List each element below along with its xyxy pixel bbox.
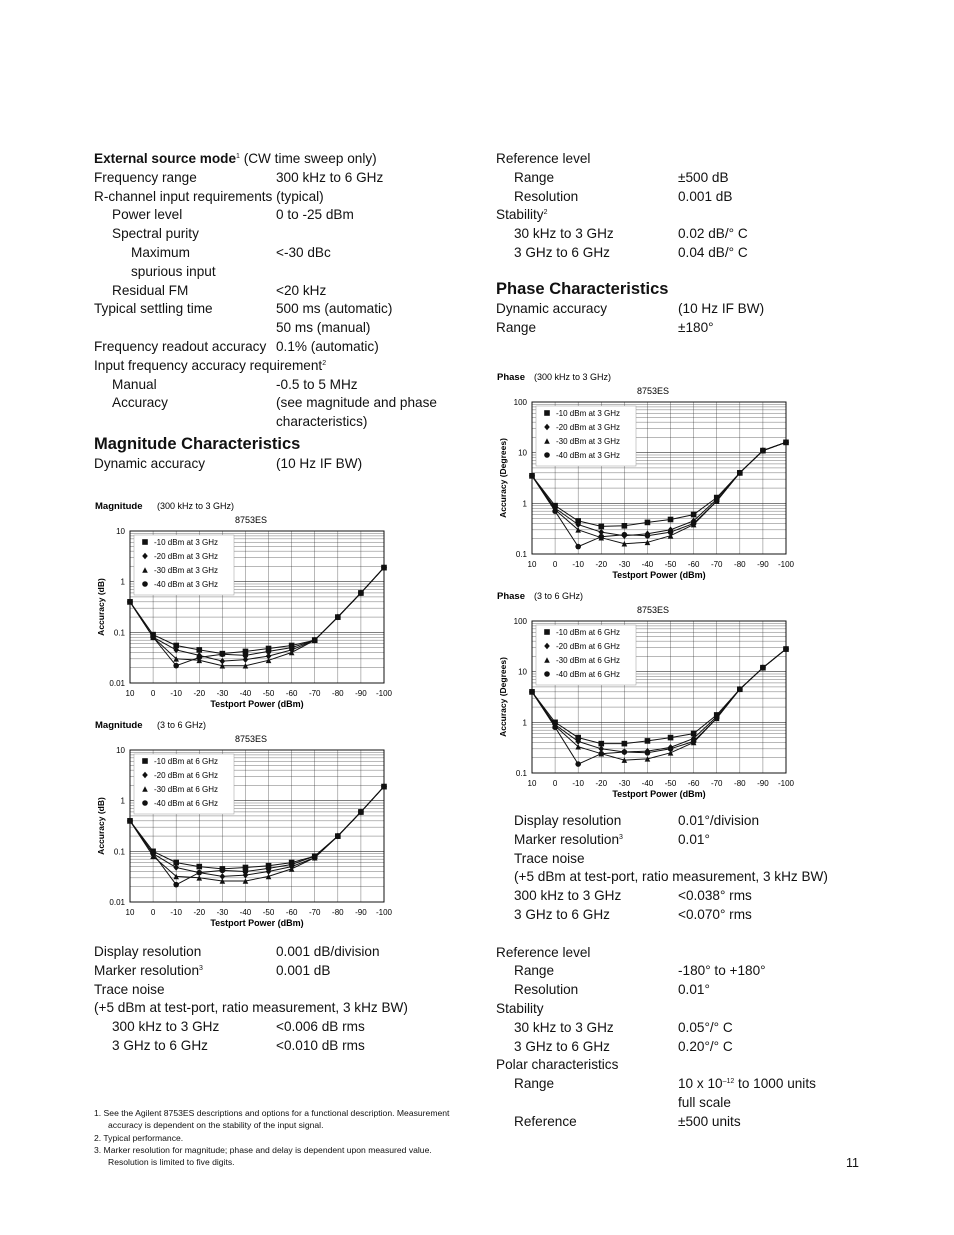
marker-circle [173,663,179,669]
marker-circle [220,868,226,874]
x-tick-label: -60 [687,560,700,569]
y-tick-label: 10 [116,746,125,755]
legend-label: -10 dBm at 6 GHz [556,628,621,637]
legend-label: -20 dBm at 6 GHz [154,771,219,780]
legend-label: -10 dBm at 6 GHz [154,757,219,766]
legend-label: -40 dBm at 6 GHz [556,670,621,679]
marker-circle [714,716,720,722]
legend-label: -30 dBm at 6 GHz [556,656,621,665]
marker-circle [243,869,249,875]
chart-subtitle: (300 kHz to 3 GHz) [157,501,235,511]
marker-circle [760,665,766,671]
marker-circle [289,862,295,868]
marker-circle [312,853,318,859]
marker-circle [196,655,202,661]
x-tick-label: -60 [285,689,298,698]
freq-range-row: Frequency range 300 kHz to 6 GHz [94,169,384,185]
marker-circle [544,671,550,677]
x-tick-label: -50 [664,779,677,788]
x-tick-label: -10 [170,689,182,698]
x-tick-label: -100 [777,560,795,569]
phase-chart-6ghz [494,587,804,805]
marker-circle [714,498,720,504]
readout-row: Frequency readout accuracy 0.1% (automatic) [94,338,379,354]
legend-label: -20 dBm at 3 GHz [154,552,219,561]
footnote-3: 3. Marker resolution for magnitude; phase and delay is dependent upon measured value. Resolution is limited to five digits. [94,1144,432,1168]
legend-label: -10 dBm at 3 GHz [154,538,219,547]
legend-label: -20 dBm at 6 GHz [556,642,621,651]
x-tick-label: -50 [664,560,677,569]
y-tick-label: 1 [522,499,527,509]
legend-label: -40 dBm at 3 GHz [556,451,621,460]
y-tick-label: 10 [518,448,527,458]
left-spec-column [94,150,464,474]
right-spec-column [496,150,876,337]
chart-title: Magnitude [95,501,143,512]
x-tick-label: 0 [150,908,156,917]
x-tick-label: -30 [618,560,631,569]
page-number: 11 [846,1156,859,1170]
marker-circle [598,751,604,757]
legend-label: -10 dBm at 3 GHz [556,409,621,418]
accuracy-row: Accuracy (see magnitude and phase [112,395,437,411]
x-tick-label: -10 [572,779,584,788]
marker-circle [266,649,272,655]
x-tick-label: -40 [239,689,252,698]
y-tick-label: 0.1 [113,847,125,857]
phase-chart-3ghz [494,368,804,586]
footnotes [94,1107,474,1168]
ph-marker-res-row: Marker resolution$^3$ 0.01° [514,831,710,847]
spurious-row-2: spurious input [131,263,216,279]
ph-trace-2-row: 3 GHz to 6 GHz <0.070° rms [514,906,752,922]
x-tick-label: 0 [552,779,558,788]
y-tick-label: 0.1 [515,769,527,778]
x-tick-label: -70 [710,560,723,569]
x-tick-label: -40 [641,779,654,788]
marker-circle [783,646,789,652]
x-tick-label: -100 [375,908,393,917]
marker-circle [196,870,202,876]
left-resolution-block [94,943,474,1056]
chart-instrument-label: 8753ES [636,386,670,396]
x-axis-label: Testport Power (dBm) [210,918,304,928]
marker-square [544,410,550,416]
ref-level-row: Reference level [496,151,591,166]
mag-dyn-row: Dynamic accuracy (10 Hz IF BW) [94,455,363,471]
phase-range-row: Range ±180° [496,319,714,335]
marker-circle [266,866,272,872]
chart-title: Phase [497,372,525,383]
y-tick-label: 1 [120,796,125,806]
mag-display-res-row: Display resolution 0.001 dB/division [94,944,380,959]
y-tick-label: 10 [116,527,125,536]
marker-circle [220,651,226,657]
marker-circle [691,739,697,745]
chart-title: Magnitude [95,720,143,731]
stab-4-row: 3 GHz to 6 GHz 0.20°/° C [514,1038,733,1054]
marker-circle [381,784,387,790]
marker-circle [335,833,341,839]
mag-trace-cond-row: (+5 dBm at test-port, ratio measurement, 3 kHz BW) [94,1000,408,1016]
spectral-purity-row: Spectral purity [112,226,199,242]
ph-trace-1-row: 300 kHz to 3 GHz <0.038° rms [514,888,752,904]
marker-circle [358,809,364,815]
x-tick-label: 10 [125,908,135,917]
magnitude-heading: Magnitude Characteristics [94,434,301,453]
footnote-2: 2. Typical performance. [94,1132,184,1143]
marker-circle [127,599,133,605]
marker-circle [575,761,581,767]
legend-label: -20 dBm at 3 GHz [556,423,621,432]
y-tick-label: 1 [120,577,125,587]
mag-trace-1-row: 300 kHz to 3 GHz <0.006 dB rms [112,1019,365,1035]
accuracy-row-2: characteristics) [276,414,368,430]
x-tick-label: -10 [572,560,584,569]
stability-row: Stability$^2$ [496,207,548,223]
ph-display-res-row: Display resolution 0.01°/division [514,813,760,828]
x-tick-label: -80 [734,779,746,788]
chart-instrument-label: 8753ES [234,515,268,525]
power-level-row: Power level 0 to -25 dBm [112,207,354,223]
ref-range-row: Range ±500 dB [514,169,729,185]
chart-instrument-label: 8753ES [234,734,268,744]
y-tick-label: 0.01 [109,898,125,907]
polar-ref-row: Reference ±500 units [514,1113,741,1129]
x-tick-label: -80 [734,560,746,569]
y-tick-label: 100 [513,617,527,626]
marker-square [691,512,697,518]
chart-title: Phase [497,591,525,602]
x-tick-label: -30 [618,779,631,788]
marker-circle [575,544,581,550]
marker-circle [312,637,318,643]
marker-circle [529,473,535,479]
spacer [496,925,896,944]
marker-circle [529,689,535,695]
ph-trace-cond-row: (+5 dBm at test-port, ratio measurement, 3 kHz BW) [514,869,828,885]
marker-circle [668,746,674,752]
y-tick-label: 100 [513,398,527,407]
x-tick-label: 10 [527,560,537,569]
marker-square [668,517,674,523]
x-tick-label: -100 [375,689,393,698]
footnote-1: 1. See the Agilent 8753ES descriptions and options for a functional description. Measurement accuracy is dependent on the stability of the input signal. [94,1108,450,1131]
y-axis-label: Accuracy (dB) [96,578,106,636]
x-tick-label: -90 [757,560,769,569]
marker-square [668,735,674,741]
marker-circle [150,634,156,640]
x-tick-label: -80 [332,689,344,698]
x-tick-label: -30 [216,689,229,698]
marker-circle [622,749,628,755]
x-tick-label: -40 [239,908,252,917]
ref2-row: Reference level [496,944,591,960]
marker-circle [150,851,156,857]
marker-square [622,741,628,747]
marker-square [196,864,202,870]
marker-circle [358,590,364,596]
x-tick-label: -90 [355,689,367,698]
marker-circle [622,532,628,538]
marker-circle [783,440,789,446]
x-axis-label: Testport Power (dBm) [210,699,304,709]
marker-square [142,758,148,764]
marker-circle [760,448,766,454]
marker-circle [645,533,651,539]
marker-square [196,647,202,653]
right-resolution-block [496,812,896,1132]
marker-square [645,738,651,744]
x-tick-label: 0 [150,689,156,698]
marker-circle [127,818,133,824]
y-tick-label: 10 [518,667,527,677]
y-tick-label: 0.1 [515,550,527,559]
y-tick-label: 0.1 [113,628,125,638]
chart-subtitle: (300 kHz to 3 GHz) [534,372,612,382]
chart-instrument-label: 8753ES [636,605,670,615]
y-tick-label: 1 [522,718,527,728]
x-tick-label: -20 [595,560,608,569]
legend-label: -30 dBm at 3 GHz [556,437,621,446]
marker-circle [289,645,295,651]
external-source-heading: External source mode$^1$ (CW time sweep only) [94,151,377,166]
manual-row: Manual -0.5 to 5 MHz [112,376,358,392]
x-tick-label: -20 [193,908,206,917]
y-axis-label: Accuracy (dB) [96,797,106,855]
marker-circle [668,529,674,535]
marker-circle [335,614,341,620]
marker-circle [381,565,387,571]
chart-subtitle: (3 to 6 GHz) [157,720,207,730]
marker-square [622,523,628,529]
mag-trace-2-row: 3 GHz to 6 GHz <0.010 dB rms [112,1037,365,1053]
x-tick-label: -90 [757,779,769,788]
x-tick-label: -50 [262,908,275,917]
legend-label: -30 dBm at 6 GHz [154,785,219,794]
marker-circle [142,581,148,587]
x-tick-label: -50 [262,689,275,698]
x-axis-label: Testport Power (dBm) [612,570,706,580]
x-tick-label: -90 [355,908,367,917]
settling-row: Typical settling time 500 ms (automatic) [94,301,393,317]
stab-2-row: 3 GHz to 6 GHz 0.04 dB/° C [514,244,748,260]
phase-dyn-row: Dynamic accuracy (10 Hz IF BW) [496,300,765,316]
legend-label: -40 dBm at 3 GHz [154,580,219,589]
marker-circle [691,521,697,527]
marker-circle [243,653,249,659]
x-tick-label: -70 [308,908,321,917]
x-tick-label: -40 [641,560,654,569]
mag-marker-res-row: Marker resolution$^3$ 0.001 dB [94,962,331,978]
stab-1-row: 30 kHz to 3 GHz 0.02 dB/° C [514,226,748,242]
x-tick-label: -100 [777,779,795,788]
x-tick-label: 10 [527,779,537,788]
marker-circle [737,470,743,476]
magnitude-chart-6ghz [92,716,402,934]
y-axis-label: Accuracy (Degrees) [498,657,508,737]
polar-range-row: Range 10 x $10^{-12}$ to 1000 units [514,1076,816,1092]
x-tick-label: -20 [595,779,608,788]
ref2-res-row: Resolution 0.01° [514,982,710,998]
legend-label: -40 dBm at 6 GHz [154,799,219,808]
marker-square [598,524,604,530]
x-tick-label: -30 [216,908,229,917]
stab2-row: Stability [496,1000,544,1016]
ph-trace-noise-row: Trace noise [514,850,585,866]
x-tick-label: 0 [552,560,558,569]
ref2-range-row: Range -180° to +180° [514,963,766,979]
marker-circle [737,686,743,692]
polar-range-row-2: full scale [678,1094,731,1110]
rchannel-row: R-channel input requirements (typical) [94,188,324,204]
x-tick-label: -10 [170,908,182,917]
input-accuracy-row: Input frequency accuracy requirement$^2$ [94,357,327,373]
marker-circle [552,724,558,730]
y-axis-label: Accuracy (Degrees) [498,438,508,518]
marker-circle [645,750,651,756]
marker-square [544,629,550,635]
marker-circle [544,452,550,458]
x-tick-label: -60 [687,779,700,788]
x-tick-label: -70 [308,689,321,698]
residual-fm-row: Residual FM <20 kHz [112,282,327,298]
stab-3-row: 30 kHz to 3 GHz 0.05°/° C [514,1019,733,1035]
marker-square [142,539,148,545]
x-tick-label: -80 [332,908,344,917]
x-tick-label: -20 [193,689,206,698]
marker-circle [552,508,558,514]
spurious-row: Maximum <-30 dBc [131,244,331,260]
x-axis-label: Testport Power (dBm) [612,789,706,799]
marker-circle [598,534,604,540]
ref-res-row: Resolution 0.001 dB [514,188,733,204]
y-tick-label: 0.01 [109,679,125,688]
marker-circle [142,800,148,806]
marker-circle [173,882,179,888]
polar-row: Polar characteristics [496,1057,619,1073]
x-tick-label: -70 [710,779,723,788]
marker-square [645,520,651,526]
magnitude-chart-3ghz [92,497,402,715]
mag-trace-noise-row: Trace noise [94,981,165,997]
x-tick-label: 10 [125,689,135,698]
settling-row-2: 50 ms (manual) [276,320,371,336]
phase-heading: Phase Characteristics [496,279,669,298]
legend-label: -30 dBm at 3 GHz [154,566,219,575]
x-tick-label: -60 [285,908,298,917]
chart-subtitle: (3 to 6 GHz) [534,591,584,601]
